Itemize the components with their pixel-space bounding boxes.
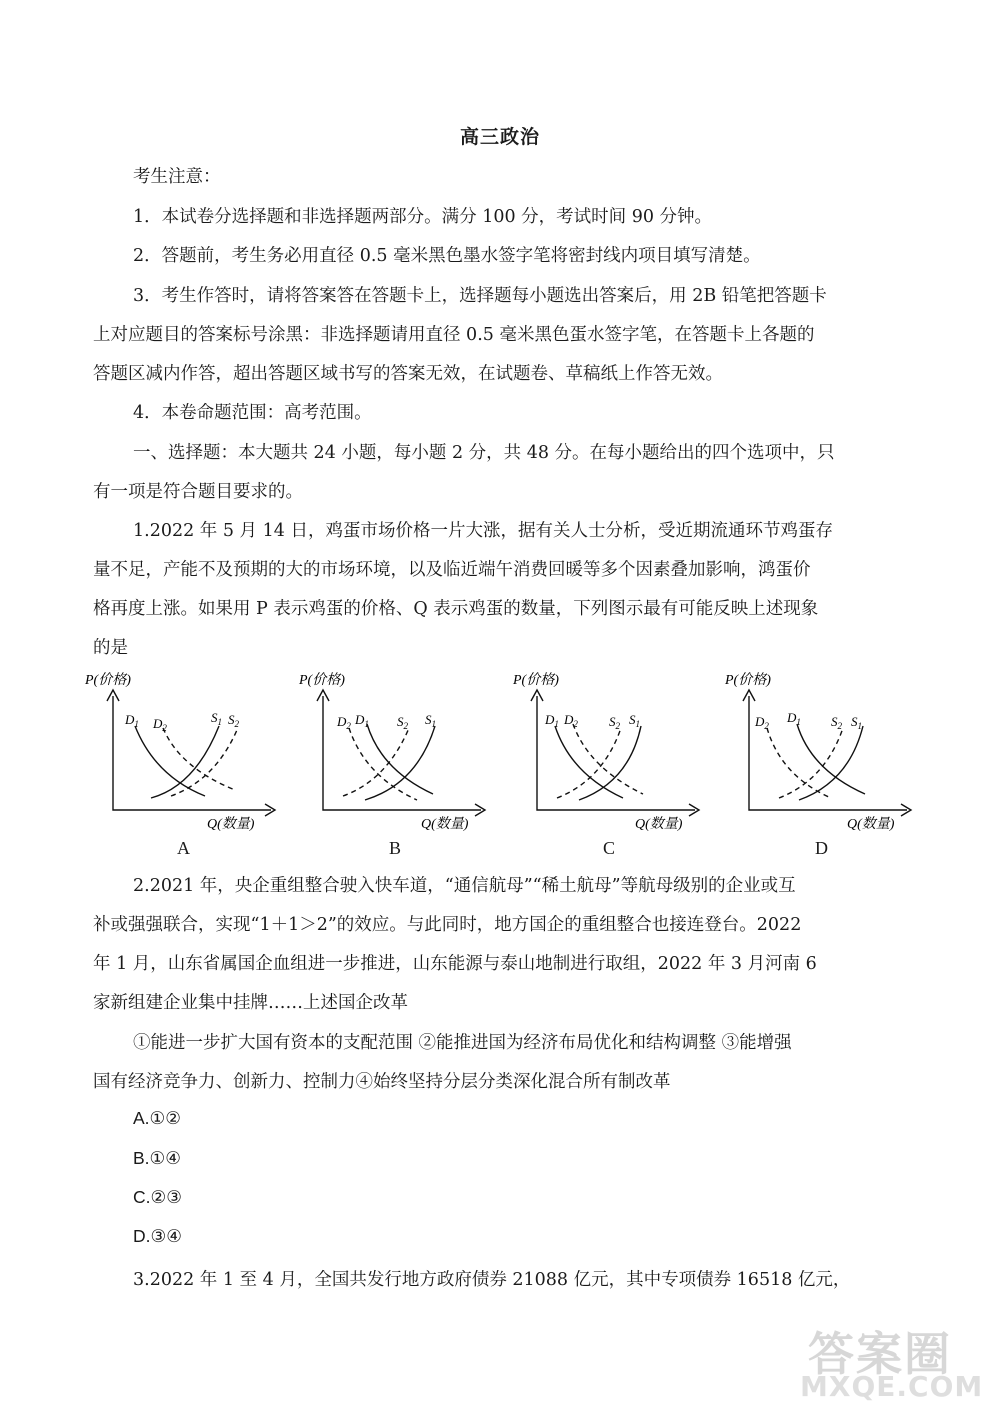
curve-s1 (151, 726, 219, 798)
y-axis-label: P(价格) (85, 673, 131, 688)
graph-c-plot (513, 668, 703, 838)
question-2-line-1: 2.2021 年，央企重组整合驶入快车道，“通信航母”“稀土航母”等航母级别的企业或互 (133, 876, 796, 896)
watermark-url: MXQE.COM (800, 1370, 984, 1403)
question-2-line-4: 家新组建企业集中挂牌……上述国企改革 (93, 993, 408, 1013)
question-1-line-3: 格再度上涨。如果用 P 表示鸡蛋的价格、Q 表示鸡蛋的数量，下列图示最有可能反映上述现象 (93, 599, 819, 619)
y-axis-label: P(价格) (725, 673, 771, 688)
label-d2: $D_2$ (153, 716, 167, 733)
question-3-line-1: 3.2022 年 1 至 4 月，全国共发行地方政府债券 21088 亿元，其中专项债券 16518 亿元， (133, 1270, 851, 1290)
curve-d2 (349, 728, 417, 800)
label-s2: $S_2$ (609, 714, 620, 731)
graph-b (299, 668, 489, 863)
section-heading-line-2: 有一项是符合题目要求的。 (93, 482, 303, 502)
graph-b-plot (299, 668, 489, 838)
watermark-text: 答案圈 (808, 1327, 952, 1381)
label-s2: $S_2$ (228, 712, 239, 729)
graph-d-label: D (815, 838, 828, 858)
label-s2: $S_2$ (397, 714, 408, 731)
question-2-option-d: D.③④ (133, 1226, 182, 1246)
notice-item-1: 1．本试卷分选择题和非选择题两部分。满分 100 分，考试时间 90 分钟。 (133, 207, 713, 227)
x-axis-label: Q(数量) (207, 817, 255, 832)
graph-d-plot (725, 668, 915, 838)
label-d1: $D_1$ (787, 710, 801, 727)
graph-d (725, 668, 915, 863)
label-d1: $D_1$ (545, 712, 559, 729)
label-d2: $D_2$ (337, 714, 351, 731)
question-2-option-a: A.①② (133, 1108, 181, 1128)
question-1-figures (85, 668, 915, 863)
notice-item-3-line-1: 3．考生作答时，请将答案答在答题卡上，选择题每小题选出答案后，用 2B 铅笔把答题卡 (133, 286, 827, 306)
curve-d1 (797, 724, 865, 794)
graph-a (85, 668, 275, 863)
graph-c (513, 668, 703, 863)
curve-s2 (557, 728, 621, 798)
label-s2: $S_2$ (831, 714, 842, 731)
curve-s1 (579, 726, 641, 800)
question-2-option-c: C.②③ (133, 1187, 182, 1207)
notice-heading: 考生注意： (133, 167, 221, 187)
y-axis-label: P(价格) (299, 673, 345, 688)
label-d2: $D_2$ (755, 714, 769, 731)
page-title: 高三政治 (459, 126, 540, 148)
watermark-logo (798, 1318, 988, 1408)
label-d1: $D_1$ (355, 712, 369, 729)
question-2-line-2: 补或强强联合，实现“1＋1＞2”的效应。与此同时，地方国企的重组整合也接连登台。2022 (93, 915, 802, 935)
curve-d2 (163, 728, 235, 790)
x-axis-label: Q(数量) (635, 817, 683, 832)
question-2-line-3: 年 1 月，山东省属国企血组进一步推进，山东能源与泰山地制进行取组，2022 年 3 月河南 6 (93, 954, 817, 974)
section-heading-line-1: 一、选择题：本大题共 24 小题，每小题 2 分，共 48 分。在每小题给出的四个选项中，只 (133, 443, 835, 463)
question-2-option-b: B.①④ (133, 1148, 181, 1168)
graph-a-label: A (177, 838, 190, 858)
label-s1: $S_1$ (425, 712, 436, 729)
notice-item-3-line-2: 上对应题目的答案标号涂黑：非选择题请用直径 0.5 毫米黑色蛋水签字笔，在答题卡上各题的 (93, 325, 815, 345)
notice-item-4: 4．本卷命题范围：高考范围。 (133, 403, 372, 423)
curve-d1 (135, 726, 205, 796)
curve-d1 (555, 726, 623, 798)
label-d2: $D_2$ (564, 712, 578, 729)
label-s1: $S_1$ (629, 712, 640, 729)
question-1-line-2: 量不足，产能不及预期的大的市场环境，以及临近端午消费回暖等多个因素叠加影响，鸿蛋价 (93, 560, 811, 580)
x-axis-label: Q(数量) (421, 817, 469, 832)
question-1-line-1: 1.2022 年 5 月 14 日，鸡蛋市场价格一片大涨，据有关人士分析，受近期流通环节鸡蛋存 (133, 521, 833, 541)
question-2-statements-line-2: 国有经济竞争力、创新力、控制力④始终坚持分层分类深化混合所有制改革 (93, 1072, 671, 1092)
label-s1: $S_1$ (211, 710, 222, 727)
notice-item-3-line-3: 答题区减内作答，超出答题区域书写的答案无效，在试题卷、草稿纸上作答无效。 (93, 364, 723, 384)
question-2-statements-line-1: ①能进一步扩大国有资本的支配范围 ②能推进国为经济布局优化和结构调整 ③能增强 (133, 1033, 792, 1053)
curve-s2 (171, 730, 237, 796)
question-1-line-4: 的是 (93, 638, 128, 658)
graph-c-label: C (603, 838, 616, 858)
graph-a-plot (85, 668, 275, 838)
label-s1: $S_1$ (851, 714, 862, 731)
graph-b-label: B (389, 838, 402, 858)
curve-s1 (365, 726, 435, 800)
notice-item-2: 2．答题前，考生务必用直径 0.5 毫米黑色墨水签字笔将密封线内项目填写清楚。 (133, 246, 761, 266)
x-axis-label: Q(数量) (847, 817, 895, 832)
label-d1: $D_1$ (125, 712, 139, 729)
y-axis-label: P(价格) (513, 673, 559, 688)
curve-d1 (367, 724, 433, 794)
